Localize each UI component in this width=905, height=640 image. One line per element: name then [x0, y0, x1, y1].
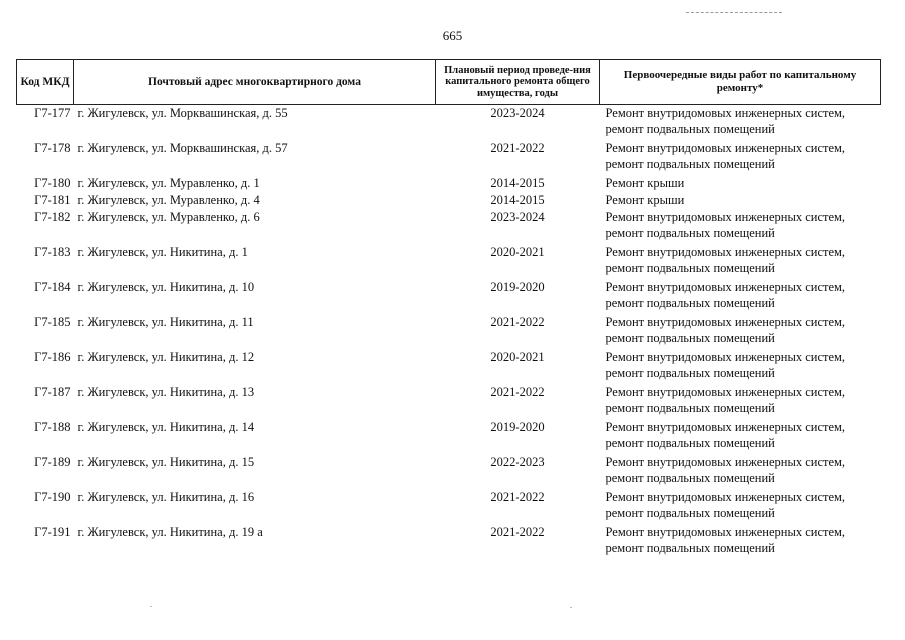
row-works-line2: ремонт подвальных помещений	[605, 331, 775, 345]
table-row	[17, 175, 881, 192]
table-row	[17, 384, 881, 419]
row-period: 2021-2022	[490, 315, 545, 329]
row-code: Г7-188	[34, 420, 71, 434]
table-row	[17, 105, 881, 141]
row-works	[600, 175, 881, 192]
row-code: Г7-178	[34, 141, 71, 155]
table-row	[17, 489, 881, 524]
row-code: Г7-184	[34, 280, 71, 294]
row-period: 2020-2021	[490, 245, 545, 259]
table-row	[17, 419, 881, 454]
row-code: Г7-182	[34, 210, 71, 224]
row-works-line1: Ремонт внутридомовых инженерных систем,	[605, 350, 846, 364]
row-period: 2022-2023	[490, 455, 545, 469]
row-works-line2: ремонт подвальных помещений	[605, 296, 775, 310]
row-address: г. Жигулевск, ул. Никитина, д. 14	[77, 420, 255, 434]
row-works	[600, 314, 881, 349]
row-works-line2: ремонт подвальных помещений	[605, 261, 775, 275]
header-period: Плановый период проведе-ния капитального ремонта общего имущества, годы	[436, 60, 600, 105]
row-works	[600, 279, 881, 314]
row-works	[600, 384, 881, 419]
page-number: 665	[442, 28, 463, 43]
row-code: Г7-190	[34, 490, 71, 504]
header-code: Код МКД	[17, 60, 74, 105]
row-period: 2014-2015	[490, 193, 545, 207]
repair-schedule-table	[16, 59, 881, 559]
table-row	[17, 524, 881, 559]
row-code: Г7-187	[34, 385, 71, 399]
table-row	[17, 244, 881, 279]
table-header-row	[17, 60, 881, 105]
row-works	[600, 140, 881, 175]
row-works-line2: ремонт подвальных помещений	[605, 157, 775, 171]
row-works	[600, 489, 881, 524]
row-address: г. Жигулевск, ул. Муравленко, д. 4	[77, 193, 260, 207]
row-code: Г7-191	[34, 525, 71, 539]
row-address: г. Жигулевск, ул. Никитина, д. 10	[77, 280, 255, 294]
row-works-line1: Ремонт внутридомовых инженерных систем,	[605, 315, 846, 329]
row-code: Г7-181	[34, 193, 71, 207]
row-address: г. Жигулевск, ул. Муравленко, д. 6	[77, 210, 260, 224]
row-works-line1: Ремонт внутридомовых инженерных систем,	[605, 106, 846, 120]
row-works	[600, 209, 881, 244]
row-period: 2019-2020	[490, 280, 545, 294]
row-works	[600, 524, 881, 559]
row-period: 2023-2024	[490, 106, 545, 120]
table-row	[17, 140, 881, 175]
row-period: 2019-2020	[490, 420, 545, 434]
row-works-line2: ремонт подвальных помещений	[605, 471, 775, 485]
row-address: г. Жигулевск, ул. Никитина, д. 11	[77, 315, 254, 329]
header-address: Почтовый адрес многоквартирного дома	[74, 60, 436, 105]
row-works-line2: ремонт подвальных помещений	[605, 541, 775, 555]
row-address: г. Жигулевск, ул. Никитина, д. 1	[77, 245, 248, 259]
row-works	[600, 105, 881, 141]
row-period: 2020-2021	[490, 350, 545, 364]
row-works-line1: Ремонт внутридомовых инженерных систем,	[605, 385, 846, 399]
row-works-line2: ремонт подвальных помещений	[605, 401, 775, 415]
row-works-line1: Ремонт крыши	[605, 176, 685, 190]
row-works-line1: Ремонт внутридомовых инженерных систем,	[605, 141, 846, 155]
row-period: 2021-2022	[490, 141, 545, 155]
row-works	[600, 454, 881, 489]
row-works-line2: ремонт подвальных помещений	[605, 226, 775, 240]
row-works	[600, 349, 881, 384]
row-code: Г7-185	[34, 315, 71, 329]
row-works-line2: ремонт подвальных помещений	[605, 366, 775, 380]
row-works-line2: ремонт подвальных помещений	[605, 436, 775, 450]
table-row	[17, 454, 881, 489]
row-code: Г7-189	[34, 455, 71, 469]
row-address: г. Жигулевск, ул. Никитина, д. 13	[77, 385, 255, 399]
row-period: 2021-2022	[490, 385, 545, 399]
row-address: г. Жигулевск, ул. Никитина, д. 19 а	[77, 525, 263, 539]
row-address: г. Жигулевск, ул. Муравленко, д. 1	[77, 176, 260, 190]
row-works-line2: ремонт подвальных помещений	[605, 122, 775, 136]
row-period: 2021-2022	[490, 525, 545, 539]
table-row	[17, 192, 881, 209]
row-period: 2014-2015	[490, 176, 545, 190]
row-code: Г7-186	[34, 350, 71, 364]
row-works-line1: Ремонт внутридомовых инженерных систем,	[605, 280, 846, 294]
table-row	[17, 279, 881, 314]
row-code: Г7-183	[34, 245, 71, 259]
row-works	[600, 244, 881, 279]
row-code: Г7-177	[34, 106, 71, 120]
table-row	[17, 314, 881, 349]
row-address: г. Жигулевск, ул. Морквашинская, д. 57	[77, 141, 288, 155]
row-period: 2023-2024	[490, 210, 545, 224]
row-works-line1: Ремонт внутридомовых инженерных систем,	[605, 245, 846, 259]
row-works-line1: Ремонт внутридомовых инженерных систем,	[605, 455, 846, 469]
row-works-line1: Ремонт крыши	[605, 193, 685, 207]
row-period: 2021-2022	[490, 490, 545, 504]
scan-speck	[570, 607, 572, 608]
row-works-line2: ремонт подвальных помещений	[605, 506, 775, 520]
row-works-line1: Ремонт внутридомовых инженерных систем,	[605, 525, 846, 539]
row-address: г. Жигулевск, ул. Никитина, д. 12	[77, 350, 255, 364]
row-works-line1: Ремонт внутридомовых инженерных систем,	[605, 490, 846, 504]
row-works	[600, 192, 881, 209]
table-row	[17, 209, 881, 244]
scan-speck	[150, 606, 152, 607]
row-address: г. Жигулевск, ул. Морквашинская, д. 55	[77, 106, 288, 120]
header-works: Первоочередные виды работ по капитальному ремонту*	[600, 60, 881, 105]
row-works	[600, 419, 881, 454]
scan-mark	[686, 12, 782, 13]
table-row	[17, 349, 881, 384]
row-address: г. Жигулевск, ул. Никитина, д. 15	[77, 455, 255, 469]
row-works-line1: Ремонт внутридомовых инженерных систем,	[605, 210, 846, 224]
row-code: Г7-180	[34, 176, 71, 190]
row-works-line1: Ремонт внутридомовых инженерных систем,	[605, 420, 846, 434]
row-address: г. Жигулевск, ул. Никитина, д. 16	[77, 490, 255, 504]
